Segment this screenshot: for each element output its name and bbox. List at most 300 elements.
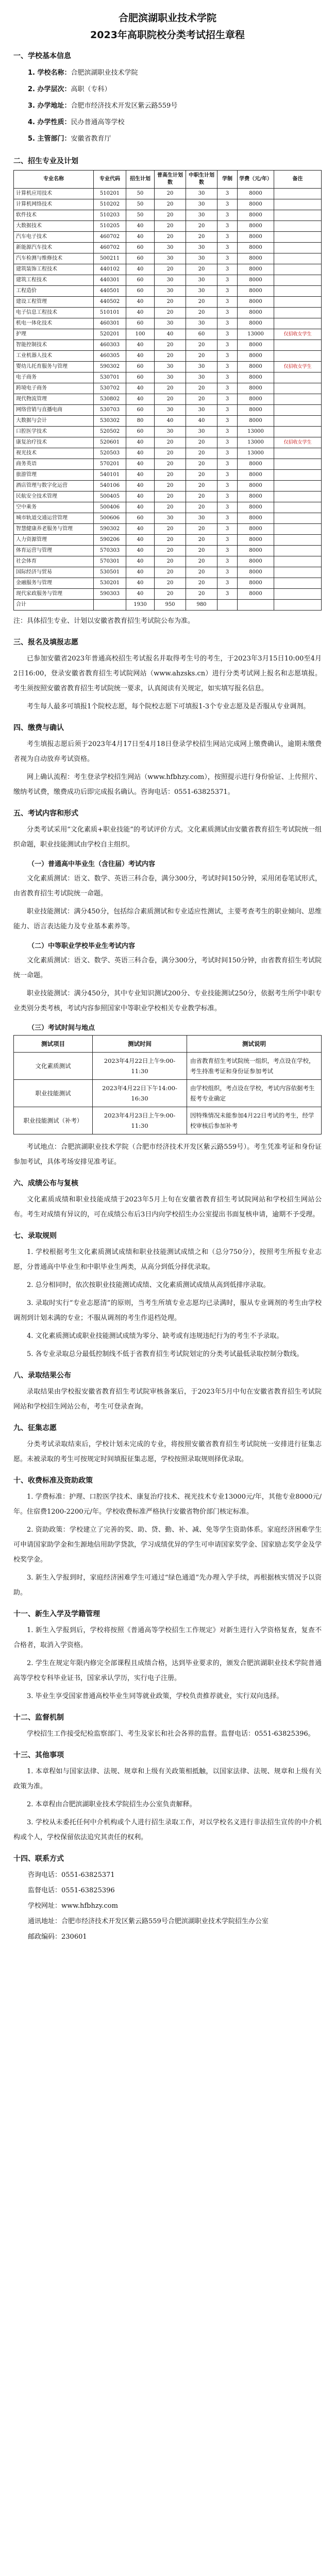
cell-major-name: 汽车检测与维修技术	[14, 253, 94, 264]
plan-table-row	[14, 232, 322, 243]
cell-plan-highschool: 20	[155, 210, 186, 221]
cell-plan-vocational: 30	[186, 513, 217, 524]
section-11-paragraph-1: 1. 新生入学报到后，学校将按照《普通高等学校招生工作规定》对新生进行入学资格复查，复查不合格者，取消入学资格。	[13, 1626, 322, 1649]
plan-table-row	[14, 535, 322, 546]
cell-plan-vocational: 30	[186, 210, 217, 221]
plan-table-row	[14, 243, 322, 253]
section-6-heading: 六、成绩公布与复核	[13, 1179, 78, 1188]
contact-label: 咨询电话：	[28, 1871, 62, 1879]
cell-major-code: 530802	[94, 394, 126, 405]
cell-plan-total: 60	[126, 275, 155, 286]
cell-note	[274, 286, 322, 297]
cell-major-name: 空中乘务	[14, 502, 94, 513]
section-8-heading: 八、录取结果公布	[13, 1371, 71, 1380]
section-5-sub-2: （二）中等职业学校毕业生考试内容	[28, 942, 136, 950]
cell-plan-total: 60	[126, 372, 155, 383]
cell-plan-highschool: 20	[155, 297, 186, 308]
cell-note	[274, 556, 322, 567]
cell-plan-highschool: 20	[155, 189, 186, 199]
cell-plan-total: 40	[126, 394, 155, 405]
cell-major-name: 人力资源管理	[14, 535, 94, 546]
cell-plan-highschool: 40	[155, 329, 186, 340]
exam-time: 2023年4月23日上午9:00-11:30	[93, 1107, 187, 1134]
col-exam-desc: 测试说明	[187, 1036, 322, 1053]
cell-plan-highschool: 20	[155, 578, 186, 589]
cell-major-name: 城市轨道交通运营管理	[14, 513, 94, 524]
cell-note	[274, 459, 322, 470]
plan-table-row	[14, 556, 322, 567]
cell-major-code: 510201	[94, 189, 126, 199]
cell-note	[274, 470, 322, 481]
cell-plan-highschool: 20	[155, 221, 186, 232]
cell-note	[274, 232, 322, 243]
cell-tuition: 8000	[238, 372, 274, 383]
cell-plan-vocational: 20	[186, 589, 217, 600]
cell-plan-highschool: 20	[155, 308, 186, 318]
cell-plan-total: 60	[126, 513, 155, 524]
cell-plan-total: 60	[126, 243, 155, 253]
cell-plan-vocational: 30	[186, 189, 217, 199]
cell-duration: 3	[217, 318, 238, 329]
cell-note	[274, 416, 322, 427]
cell-note	[274, 427, 322, 437]
col-tuition: 学费（元/年）	[238, 171, 274, 189]
cell-major-code: 500405	[94, 492, 126, 502]
cell-major-name: 康复治疗技术	[14, 437, 94, 448]
cell-plan-highschool: 20	[155, 459, 186, 470]
plan-table-row	[14, 481, 322, 492]
exam-desc: 由学校组织，考点设在学校，考试内容依据考生报考专业确定	[187, 1080, 322, 1107]
plan-table-row	[14, 513, 322, 524]
section-10-paragraph-2: 2. 资助政策：学校建立了完善的奖、助、贷、勤、补、减、免等学生资助体系。家庭经济困难学生可申请国家助学金和生源地信用助学贷款，学习成绩优异的学生可申请国家奖学金、国家励志奖学金及学校奖学金。	[13, 1526, 322, 1564]
cell-duration: 3	[217, 362, 238, 372]
cell-major-name: 口腔医学技术	[14, 427, 94, 437]
section-7-paragraph-3: 3. 录取时实行“专业志愿清”的原则，当考生所填专业志愿均已录满时，服从专业调剂的考生由学校调剂到计划未满的专业；不服从调剂的考生作退档处理。	[13, 1299, 322, 1322]
section-13-paragraph-3: 3. 学校从未委托任何中介机构或个人进行招生录取工作，对以学校名义进行非法招生宣传的中介机构或个人，学校保留依法追究其责任的权利。	[13, 1819, 322, 1841]
cell-major-code: 570301	[94, 556, 126, 567]
cell-major-code: 520601	[94, 437, 126, 448]
info-label: 2. 办学层次：	[28, 86, 71, 93]
cell-note: 仅招收女学生	[274, 362, 322, 372]
cell-note	[274, 600, 322, 611]
cell-note: 仅招收女学生	[274, 437, 322, 448]
cell-major-code: 460305	[94, 351, 126, 362]
plan-table-row	[14, 351, 322, 362]
cell-plan-highschool: 20	[155, 232, 186, 243]
plan-table-row	[14, 394, 322, 405]
contact-row	[28, 1929, 322, 1945]
cell-plan-total: 40	[126, 578, 155, 589]
cell-duration: 3	[217, 351, 238, 362]
cell-major-code: 520201	[94, 329, 126, 340]
cell-plan-vocational: 20	[186, 546, 217, 556]
contact-value: 0551-63825396	[61, 1887, 115, 1894]
cell-tuition: 8000	[238, 589, 274, 600]
cell-note	[274, 221, 322, 232]
cell-plan-vocational: 20	[186, 535, 217, 546]
exam-header-row	[14, 1036, 322, 1053]
cell-major-name: 软件技术	[14, 210, 94, 221]
cell-major-code: 500606	[94, 513, 126, 524]
cell-major-code: 510203	[94, 210, 126, 221]
cell-duration: 3	[217, 416, 238, 427]
section-4-paragraph-1: 考生填报志愿后须于2023年4月17日至4月18日登录学校招生网站完成网上缴费确认，逾期未缴费者视为自动放弃考试资格。	[13, 740, 322, 763]
cell-major-name: 社会体育	[14, 556, 94, 567]
cell-duration: 3	[217, 502, 238, 513]
cell-plan-vocational: 20	[186, 470, 217, 481]
cell-major-code: 440501	[94, 286, 126, 297]
basic-info-heading: 一、学校基本信息	[13, 52, 71, 60]
cell-plan-vocational: 30	[186, 318, 217, 329]
enrollment-plan-table	[13, 170, 322, 611]
section-9-paragraph-1: 分类考试录取结束后，学校计划未完成的专业，将按照安徽省教育招生考试院统一安排进行征集志愿。未被录取的考生可按规定时间填报征集志愿，学校按照录取规则择优录取。	[13, 1440, 322, 1463]
cell-major-code: 440502	[94, 297, 126, 308]
section-5-sub-2-paragraph-1: 文化素质测试：语文、数学、英语三科合卷，满分300分，考试时间150分钟，由省教育招生考试院统一命题。	[13, 957, 322, 979]
col-duration: 学制	[217, 171, 238, 189]
cell-plan-total: 40	[126, 437, 155, 448]
section-10-heading: 十、收费标准及资助政策	[13, 1477, 93, 1485]
cell-note	[274, 189, 322, 199]
cell-major-code: 540106	[94, 481, 126, 492]
cell-plan-vocational: 20	[186, 297, 217, 308]
cell-plan-highschool: 30	[155, 427, 186, 437]
cell-major-name: 新能源汽车技术	[14, 243, 94, 253]
cell-major-code: 500406	[94, 502, 126, 513]
cell-plan-highschool: 20	[155, 448, 186, 459]
cell-note	[274, 578, 322, 589]
cell-plan-highschool: 40	[155, 416, 186, 427]
cell-plan-vocational: 20	[186, 567, 217, 578]
cell-major-code: 540101	[94, 470, 126, 481]
cell-duration: 3	[217, 329, 238, 340]
cell-duration: 3	[217, 513, 238, 524]
plan-table-row	[14, 362, 322, 372]
section-11-paragraph-3: 3. 毕业生享受国家普通高校毕业生同等就业政策，学校负责推荐就业，实行双向选择。	[27, 1692, 283, 1700]
cell-tuition: 8000	[238, 351, 274, 362]
cell-plan-vocational: 20	[186, 232, 217, 243]
cell-plan-total: 40	[126, 232, 155, 243]
cell-major-name: 民航安全技术管理	[14, 492, 94, 502]
cell-tuition: 13000	[238, 437, 274, 448]
cell-plan-total: 40	[126, 351, 155, 362]
cell-major-name: 商务英语	[14, 459, 94, 470]
cell-plan-total: 40	[126, 556, 155, 567]
cell-plan-vocational: 20	[186, 340, 217, 351]
cell-plan-total: 50	[126, 189, 155, 199]
plan-table-row	[14, 199, 322, 210]
cell-plan-vocational: 980	[186, 600, 217, 611]
cell-major-code: 530501	[94, 567, 126, 578]
plan-table-row	[14, 470, 322, 481]
cell-duration: 3	[217, 459, 238, 470]
cell-plan-highschool: 950	[155, 600, 186, 611]
cell-plan-vocational: 30	[186, 243, 217, 253]
cell-tuition	[238, 600, 274, 611]
cell-plan-highschool: 20	[155, 481, 186, 492]
cell-duration: 3	[217, 437, 238, 448]
cell-note	[274, 340, 322, 351]
info-value: 安徽省教育厅	[71, 135, 111, 143]
cell-plan-vocational: 20	[186, 502, 217, 513]
info-value: 合肥市经济技术开发区紫云路559号	[71, 102, 178, 110]
cell-plan-highschool: 30	[155, 372, 186, 383]
exam-item: 文化素质测试	[14, 1053, 93, 1080]
cell-plan-total: 40	[126, 567, 155, 578]
contact-value: 合肥市经济技术开发区紫云路559号合肥滨湖职业技术学院招生办公室	[61, 1918, 269, 1925]
plan-table-row	[14, 264, 322, 275]
cell-tuition: 8000	[238, 210, 274, 221]
cell-major-name: 电子信息工程技术	[14, 308, 94, 318]
exam-row	[14, 1053, 322, 1080]
cell-plan-highschool: 20	[155, 492, 186, 502]
cell-plan-vocational: 20	[186, 556, 217, 567]
cell-duration: 3	[217, 308, 238, 318]
cell-plan-total: 60	[126, 362, 155, 372]
cell-plan-highschool: 20	[155, 437, 186, 448]
cell-major-code: 440301	[94, 275, 126, 286]
cell-plan-vocational: 20	[186, 481, 217, 492]
cell-major-name: 体育运营与管理	[14, 546, 94, 556]
plan-table-row	[14, 308, 322, 318]
cell-tuition: 8000	[238, 243, 274, 253]
cell-duration: 3	[217, 253, 238, 264]
section-12-paragraph-1: 学校招生工作接受纪检监察部门、考生及家长和社会各界的监督。监督电话：0551-63825396。	[27, 1730, 315, 1738]
contact-list	[13, 1868, 322, 1945]
cell-plan-total: 60	[126, 405, 155, 416]
cell-plan-total: 40	[126, 308, 155, 318]
cell-note	[274, 513, 322, 524]
cell-tuition: 13000	[238, 427, 274, 437]
cell-plan-vocational: 20	[186, 578, 217, 589]
basic-info-list	[13, 65, 322, 147]
cell-plan-total: 40	[126, 297, 155, 308]
cell-tuition: 8000	[238, 199, 274, 210]
cell-tuition: 8000	[238, 578, 274, 589]
col-major-code: 专业代码	[94, 171, 126, 189]
cell-tuition: 8000	[238, 502, 274, 513]
cell-major-name: 网络营销与直播电商	[14, 405, 94, 416]
cell-duration	[217, 600, 238, 611]
cell-duration: 3	[217, 189, 238, 199]
cell-tuition: 8000	[238, 524, 274, 535]
cell-duration: 3	[217, 210, 238, 221]
plan-table-row	[14, 340, 322, 351]
cell-note	[274, 567, 322, 578]
cell-tuition: 8000	[238, 340, 274, 351]
cell-plan-total: 40	[126, 383, 155, 394]
cell-plan-highschool: 20	[155, 524, 186, 535]
contact-label: 通讯地址：	[28, 1918, 62, 1925]
info-label: 3. 办学地址：	[28, 102, 71, 110]
cell-major-name: 婴幼儿托育服务与管理	[14, 362, 94, 372]
cell-plan-total: 80	[126, 416, 155, 427]
info-value: 高职（专科）	[71, 86, 111, 93]
cell-tuition: 8000	[238, 383, 274, 394]
section-5-sub-3-note: 考试地点：合肥滨湖职业技术学院（合肥市经济技术开发区紫云路559号）。考生凭准考证和身份证参加考试，具体考场安排见准考证。	[13, 1143, 322, 1166]
cell-note	[274, 308, 322, 318]
section-5-heading: 五、考试内容和形式	[13, 809, 78, 818]
col-exam-item: 测试项目	[14, 1036, 93, 1053]
cell-plan-vocational: 20	[186, 351, 217, 362]
cell-duration: 3	[217, 427, 238, 437]
cell-tuition: 13000	[238, 448, 274, 459]
plan-table-row	[14, 372, 322, 383]
cell-tuition: 8000	[238, 232, 274, 243]
section-12-heading: 十二、监督机制	[13, 1714, 64, 1722]
cell-duration: 3	[217, 556, 238, 567]
cell-plan-highschool: 20	[155, 502, 186, 513]
contact-row	[28, 1868, 322, 1883]
cell-duration: 3	[217, 243, 238, 253]
cell-note	[274, 535, 322, 546]
info-label: 5. 主管部门：	[28, 135, 71, 143]
cell-duration: 3	[217, 394, 238, 405]
cell-plan-total: 40	[126, 264, 155, 275]
cell-major-code: 460301	[94, 318, 126, 329]
cell-plan-highschool: 20	[155, 351, 186, 362]
cell-plan-highschool: 30	[155, 318, 186, 329]
cell-plan-vocational: 20	[186, 264, 217, 275]
cell-tuition: 8000	[238, 308, 274, 318]
cell-major-name: 国际经济与贸易	[14, 567, 94, 578]
cell-plan-highschool: 20	[155, 199, 186, 210]
cell-duration: 3	[217, 524, 238, 535]
cell-duration: 3	[217, 470, 238, 481]
cell-plan-highschool: 20	[155, 546, 186, 556]
cell-plan-highschool: 20	[155, 340, 186, 351]
contact-row	[28, 1899, 322, 1914]
info-row	[28, 114, 322, 131]
cell-major-code: 520503	[94, 448, 126, 459]
exam-row	[14, 1080, 322, 1107]
cell-note	[274, 589, 322, 600]
cell-note	[274, 275, 322, 286]
plan-table-row	[14, 546, 322, 556]
cell-plan-total: 60	[126, 286, 155, 297]
cell-major-code: 530702	[94, 383, 126, 394]
cell-major-name: 护理	[14, 329, 94, 340]
cell-duration: 3	[217, 448, 238, 459]
cell-plan-total: 40	[126, 340, 155, 351]
cell-note: 仅招收女学生	[274, 329, 322, 340]
cell-tuition: 8000	[238, 297, 274, 308]
section-4-paragraph-2: 网上确认流程：考生登录学校招生网站（www.hfbhzy.com），按照提示进行身份验证、上传照片、缴纳考试费，缴费成功后即完成报名确认。咨询电话：0551-63825371。	[13, 773, 322, 796]
exam-desc: 因特殊情况未能参加4月22日考试的考生，经学校审核后参加补考	[187, 1107, 322, 1134]
col-plan-highschool: 普高生计划数	[155, 171, 186, 189]
info-label: 1. 学校名称：	[28, 69, 71, 77]
plan-table-row	[14, 437, 322, 448]
cell-major-name: 计算机应用技术	[14, 189, 94, 199]
contact-website-link[interactable]: www.hfbhzy.com	[61, 1902, 118, 1910]
cell-duration: 3	[217, 546, 238, 556]
cell-major-name: 视光技术	[14, 448, 94, 459]
cell-note	[274, 297, 322, 308]
cell-plan-highschool: 20	[155, 264, 186, 275]
cell-plan-highschool: 30	[155, 405, 186, 416]
plan-table-row	[14, 416, 322, 427]
info-row	[28, 81, 322, 98]
cell-plan-total: 40	[126, 492, 155, 502]
cell-major-code: 590206	[94, 535, 126, 546]
cell-plan-total: 60	[126, 318, 155, 329]
cell-major-code: 570303	[94, 546, 126, 556]
cell-note	[274, 318, 322, 329]
cell-plan-total: 40	[126, 524, 155, 535]
cell-plan-highschool: 20	[155, 556, 186, 567]
cell-major-name: 旅游管理	[14, 470, 94, 481]
plan-table-row	[14, 221, 322, 232]
cell-tuition: 8000	[238, 470, 274, 481]
cell-plan-vocational: 20	[186, 524, 217, 535]
cell-duration: 3	[217, 264, 238, 275]
cell-note	[274, 383, 322, 394]
cell-plan-highschool: 20	[155, 394, 186, 405]
col-exam-time: 测试时间	[93, 1036, 187, 1053]
plan-table-row	[14, 567, 322, 578]
cell-plan-total: 40	[126, 448, 155, 459]
cell-note	[274, 481, 322, 492]
cell-major-code: 590302	[94, 524, 126, 535]
section-8-paragraph-1: 录取结果由学校报安徽省教育招生考试院审核备案后，于2023年5月中旬在安徽省教育招生考试院网站和学校招生网站公布，考生可登录查询。	[13, 1388, 322, 1411]
plan-table-row	[14, 427, 322, 437]
info-label: 4. 办学性质：	[28, 118, 71, 126]
plan-table-row	[14, 459, 322, 470]
plan-table-row	[14, 189, 322, 199]
section-13-heading: 十三、其他事项	[13, 1751, 64, 1759]
cell-major-name: 金融服务与管理	[14, 578, 94, 589]
cell-major-code: 530701	[94, 372, 126, 383]
cell-major-code: 500211	[94, 253, 126, 264]
cell-major-code	[94, 600, 126, 611]
cell-major-name: 计算机网络技术	[14, 199, 94, 210]
cell-major-name: 大数据技术	[14, 221, 94, 232]
cell-plan-highschool: 20	[155, 589, 186, 600]
cell-duration: 3	[217, 589, 238, 600]
cell-plan-vocational: 40	[186, 416, 217, 427]
cell-plan-highschool: 20	[155, 535, 186, 546]
cell-tuition: 8000	[238, 481, 274, 492]
school-name: 合肥滨湖职业技术学院	[118, 12, 216, 24]
cell-tuition: 8000	[238, 189, 274, 199]
cell-plan-highschool: 30	[155, 253, 186, 264]
section-3-paragraph-1: 已参加安徽省2023年普通高校招生考试报名并取得考生号的考生，于2023年3月15日10:00至4月2日16:00，登录安徽省教育招生考试院网站（www.ahzsks.cn）进行分类考试网上报名和志愿填报。考生须按照安徽省教育招生考试院统一要求，认真阅读有关规定，如实填写报名信息。	[13, 655, 322, 692]
cell-note	[274, 546, 322, 556]
plan-table-row	[14, 286, 322, 297]
col-major-name: 专业名称	[14, 171, 94, 189]
cell-major-code: 510205	[94, 221, 126, 232]
section-5-sub-2-paragraph-2: 职业技能测试：满分450分，其中专业知识测试200分、专业技能测试250分，依据考生所学中职专业类别分类考核，考试内容参照国家中等职业学校相关专业教学标准。	[13, 990, 322, 1012]
section-5-sub-3: （三）考试时间与地点	[28, 1024, 95, 1032]
cell-duration: 3	[217, 535, 238, 546]
cell-major-code: 570201	[94, 459, 126, 470]
plan-table-body	[14, 189, 322, 611]
section-7-heading: 七、录取规则	[13, 1232, 57, 1240]
plan-table-row	[14, 448, 322, 459]
cell-plan-total: 40	[126, 589, 155, 600]
cell-plan-total: 40	[126, 459, 155, 470]
cell-duration: 3	[217, 481, 238, 492]
cell-plan-vocational: 30	[186, 253, 217, 264]
cell-major-name: 电子商务	[14, 372, 94, 383]
cell-plan-vocational: 20	[186, 459, 217, 470]
cell-plan-vocational: 30	[186, 286, 217, 297]
cell-plan-vocational: 30	[186, 275, 217, 286]
cell-plan-highschool: 30	[155, 275, 186, 286]
section-3-heading: 三、报名及填报志愿	[13, 638, 78, 647]
plan-table-row	[14, 502, 322, 513]
cell-plan-highschool: 30	[155, 243, 186, 253]
section-10-paragraph-3: 3. 新生入学报到时，家庭经济困难学生可通过“绿色通道”先办理入学手续，再根据核实情况予以资助。	[13, 1574, 322, 1597]
